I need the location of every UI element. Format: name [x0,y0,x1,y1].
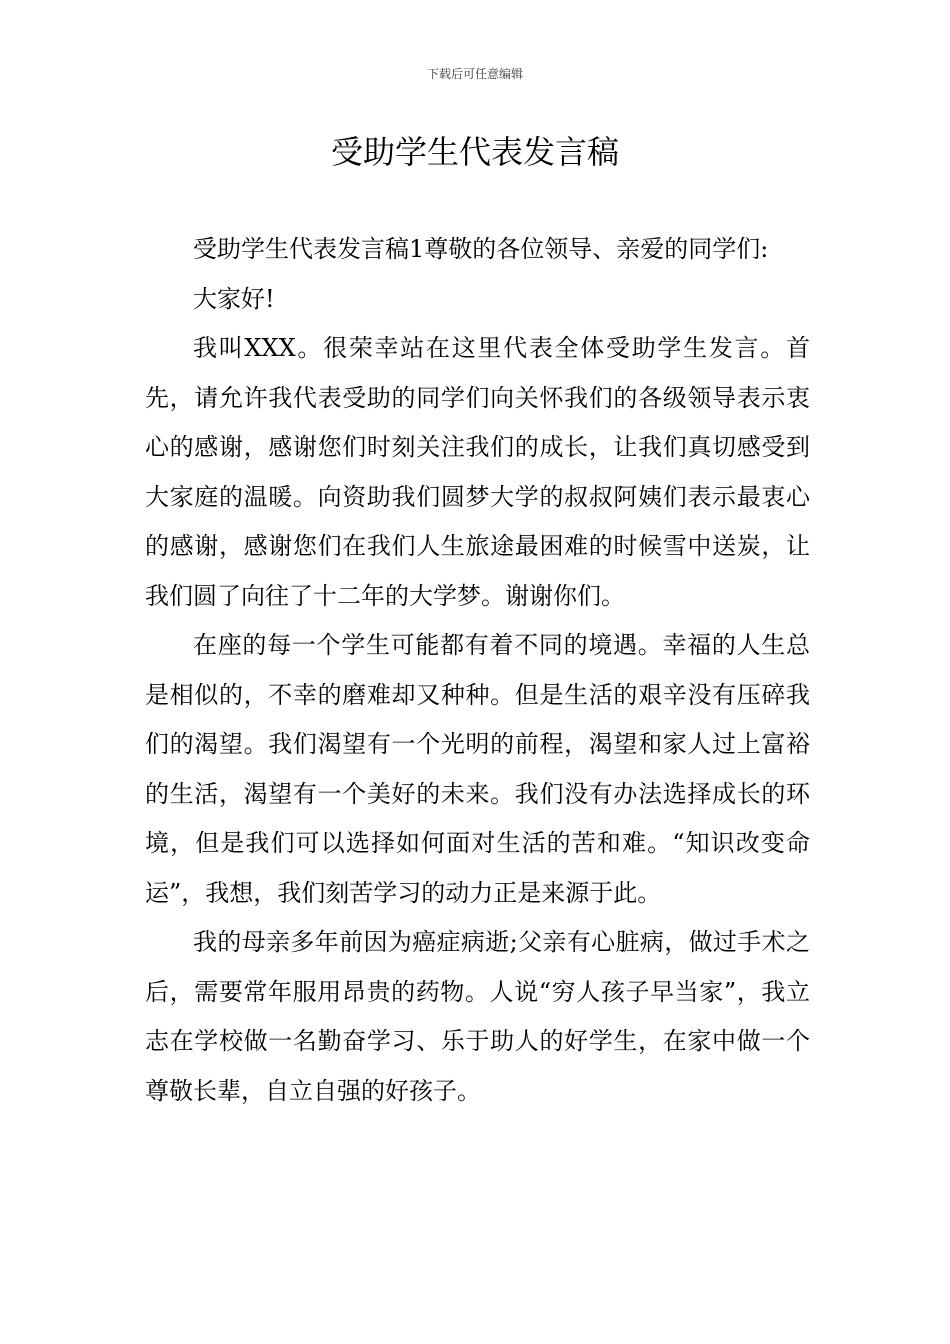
paragraph-hello: 大家好! [193,284,275,313]
document-title: 受助学生代表发言稿 [330,133,619,171]
paragraph-greeting: 受助学生代表发言稿1尊敬的各位领导、亲爱的同学们: [193,235,769,263]
document-body [145,225,810,1116]
paragraph-introduction: 我叫XXX。很荣幸站在这里代表全体受助学生发言。首先，请允许我代表受助的同学们向关怀我们的各级领导表示衷心的感谢，感谢您们时刻关注我们的成长，让我们真切感受到大家庭的温暖。向资助我们圆梦大学的叔叔阿姨们表示最衷心的感谢，感谢您们在我们人生旅途最困难的时候雪中送炭，让我们圆了向往了十二年的大学梦。谢谢你们。 [145,334,810,610]
paragraph-circumstances: 在座的每一个学生可能都有着不同的境遇。幸福的人生总是相似的，不幸的磨难却又种种。但是生活的艰辛没有压碎我们的渴望。我们渴望有一个光明的前程，渴望和家人过上富裕的生活，渴望有一个美好的未来。我们没有办法选择成长的环境，但是我们可以选择如何面对生活的苦和难。“知识改变命运”，我想，我们刻苦学习的动力正是来源于此。 [145,631,810,907]
paragraph-family: 我的母亲多年前因为癌症病逝;父亲有心脏病，做过手术之后，需要常年服用昂贵的药物。人说“穷人孩子早当家”，我立志在学校做一名勤奋学习、乐于助人的好学生，在家中做一个尊敬长辈，自立自强的好孩子。 [145,928,810,1105]
header-note: 下载后可任意编辑 [426,67,523,81]
